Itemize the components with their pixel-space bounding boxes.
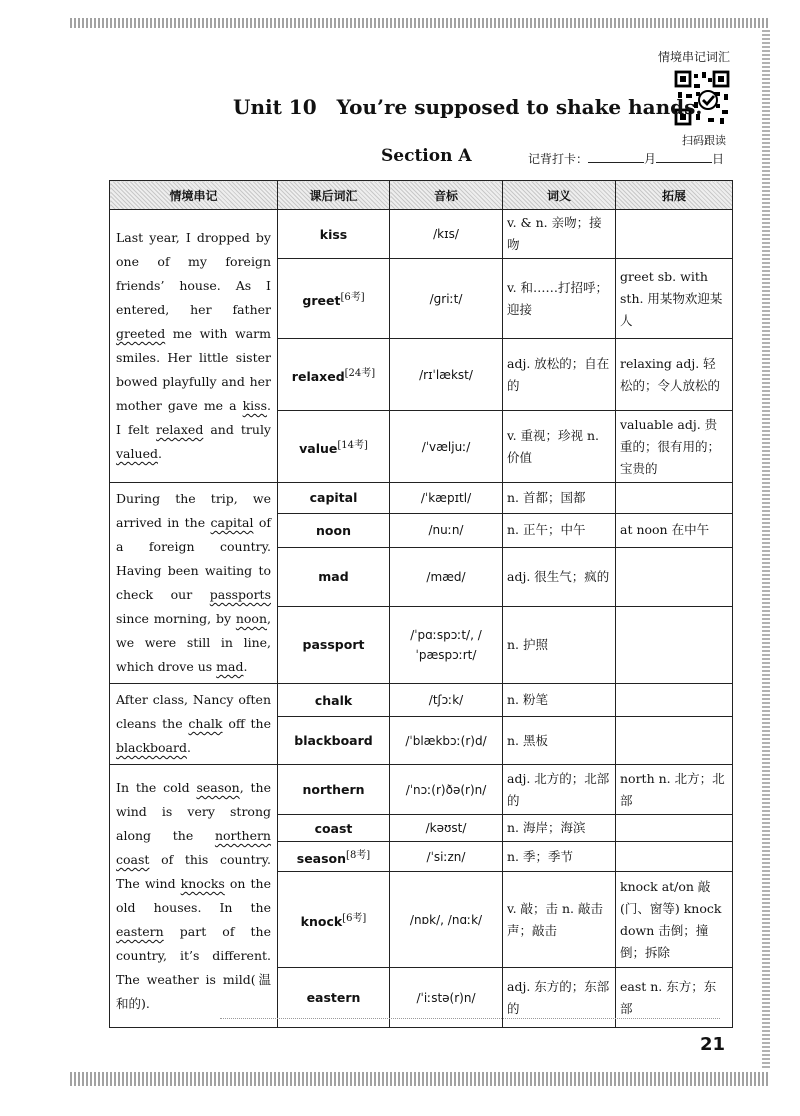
extension-cell xyxy=(616,815,733,842)
story-keyword: valued xyxy=(116,446,158,461)
story-keyword: eastern xyxy=(116,924,164,939)
context-story xyxy=(110,684,278,765)
meaning-cell: n. 粉笔 xyxy=(503,684,616,717)
vocab-word-cell xyxy=(278,547,390,606)
meaning-cell: n. 海岸；海滨 xyxy=(503,815,616,842)
unit-label: Unit 10 xyxy=(233,95,317,119)
vocab-word-cell xyxy=(278,339,390,411)
extension-cell xyxy=(616,684,733,717)
section-label: 情境串记词汇 xyxy=(657,50,730,64)
table-row xyxy=(110,483,733,514)
qr-caption: 扫码跟读 xyxy=(682,134,726,147)
story-text: After class, Nancy often cleans the xyxy=(116,692,271,731)
scan-edge-bottom xyxy=(70,1072,770,1086)
extension-cell: greet sb. with sth. 用某物欢迎某人 xyxy=(616,259,733,339)
vocab-word-cell xyxy=(278,259,390,339)
vocab-table xyxy=(109,180,733,1028)
vocab-word-cell xyxy=(278,210,390,259)
vocab-word-cell xyxy=(278,606,390,683)
story-keyword: kiss xyxy=(242,398,268,413)
vocab-word: relaxed xyxy=(291,369,345,385)
story-text: During the trip, we arrived in the xyxy=(116,491,271,530)
meaning-cell: v. 敲；击 n. 敲击声；敲击 xyxy=(503,872,616,968)
vocab-word: knock xyxy=(300,914,343,930)
story-keyword: greeted xyxy=(116,326,166,341)
meaning-cell: adj. 很生气；疯的 xyxy=(503,547,616,606)
story-text: , the wind is very strong along the xyxy=(116,780,272,843)
story-text: . xyxy=(243,659,248,674)
meaning-cell: v. 重视；珍视 n. 价值 xyxy=(503,411,616,483)
story-keyword: blackboard xyxy=(116,740,187,755)
extension-cell: relaxing adj. 轻松的；令人放松的 xyxy=(616,339,733,411)
phonetic-cell: /kəʊst/ xyxy=(390,815,503,842)
phonetic-cell: /ɡriːt/ xyxy=(390,259,503,339)
vocab-word: northern xyxy=(302,782,365,797)
header-phonetic: 音标 xyxy=(390,181,503,210)
vocab-word: season xyxy=(296,851,347,867)
story-keyword: mad xyxy=(216,659,244,674)
context-story xyxy=(110,210,278,483)
extension-cell xyxy=(616,483,733,514)
story-text: of a foreign country. Having been waiting to check our xyxy=(116,515,271,602)
meaning-cell: n. 正午；中午 xyxy=(503,513,616,547)
phonetic-cell: /ˈsiːzn/ xyxy=(390,842,503,872)
story-text: part of the country, it’s different. The weather is mild(温和的). xyxy=(116,924,271,1011)
vocab-word-cell xyxy=(278,483,390,514)
vocab-word: capital xyxy=(309,490,358,506)
story-text: of this country. The wind xyxy=(116,852,271,891)
extension-cell xyxy=(616,842,733,872)
story-keyword: passports xyxy=(209,587,271,602)
story-text: , we were still in line, which drove us xyxy=(116,611,271,674)
story-text: me with warm smiles. Her little sister bowed playfully and her mother gave me a xyxy=(116,326,271,413)
story-keyword: season xyxy=(196,780,240,795)
header-extension: 拓展 xyxy=(616,181,733,210)
story-text: since morning, by xyxy=(116,611,236,626)
meaning-cell: adj. 放松的；自在的 xyxy=(503,339,616,411)
phonetic-cell: /nɒk/, /nɑːk/ xyxy=(390,872,503,968)
story-text: . xyxy=(157,446,162,461)
exam-count-badge: [14考] xyxy=(337,440,368,452)
vocab-word-cell xyxy=(278,842,390,872)
vocab-word-cell xyxy=(278,684,390,717)
extension-cell: knock at/on 敲(门、窗等) knock down 击倒；撞倒；拆除 xyxy=(616,872,733,968)
vocab-word-cell xyxy=(278,411,390,483)
meaning-cell: v. & n. 亲吻；接吻 xyxy=(503,210,616,259)
extension-cell: east n. 东方；东部 xyxy=(616,968,733,1028)
vocab-word-cell xyxy=(278,765,390,815)
meaning-cell: adj. 北方的；北部的 xyxy=(503,765,616,815)
phonetic-cell: /ˈkæpɪtl/ xyxy=(390,483,503,514)
scan-edge-right xyxy=(762,30,770,1070)
story-text: . I felt xyxy=(116,398,271,437)
phonetic-cell: /mæd/ xyxy=(390,547,503,606)
phonetic-cell: /ˈvæljuː/ xyxy=(390,411,503,483)
vocab-word: noon xyxy=(316,522,351,538)
day-blank[interactable] xyxy=(656,150,712,163)
story-text: and truly xyxy=(203,422,271,437)
phonetic-cell: /ˈnɔː(r)ðə(r)n/ xyxy=(390,765,503,815)
footer-rule xyxy=(220,1018,720,1019)
table-row xyxy=(110,684,733,717)
story-text: In the cold xyxy=(116,780,197,795)
meaning-cell: n. 首都；国都 xyxy=(503,483,616,514)
vocab-word: kiss xyxy=(319,226,348,242)
header-meaning: 词义 xyxy=(503,181,616,210)
story-keyword: noon xyxy=(235,611,268,626)
day-label: 日 xyxy=(712,152,725,166)
story-text: off the xyxy=(222,716,272,731)
story-keyword: coast xyxy=(116,852,150,867)
vocab-word-cell xyxy=(278,513,390,547)
checkin-line xyxy=(528,150,724,167)
extension-cell: valuable adj. 贵重的；很有用的；宝贵的 xyxy=(616,411,733,483)
phonetic-cell: /tʃɔːk/ xyxy=(390,684,503,717)
meaning-cell: v. 和……打招呼；迎接 xyxy=(503,259,616,339)
context-story xyxy=(110,483,278,684)
table-header-row xyxy=(110,181,733,210)
extension-cell: at noon 在中午 xyxy=(616,513,733,547)
table-row xyxy=(110,210,733,259)
exam-count-badge: [6考] xyxy=(342,913,367,925)
extension-cell xyxy=(616,210,733,259)
extension-cell: north n. 北方；北部 xyxy=(616,765,733,815)
phonetic-cell: /kɪs/ xyxy=(390,210,503,259)
extension-cell xyxy=(616,717,733,765)
extension-cell xyxy=(616,547,733,606)
vocab-word-cell xyxy=(278,872,390,968)
meaning-cell: n. 护照 xyxy=(503,606,616,683)
unit-title: You’re supposed to shake hands. xyxy=(336,95,703,119)
phonetic-cell: /nuːn/ xyxy=(390,513,503,547)
exam-count-badge: [6考] xyxy=(340,292,365,304)
vocab-word: chalk xyxy=(314,692,353,708)
exam-count-badge: [24考] xyxy=(344,368,376,380)
phonetic-cell: /ˈiːstə(r)n/ xyxy=(390,968,503,1028)
story-text: on the old houses. In the xyxy=(116,876,271,915)
vocab-word: passport xyxy=(302,637,365,653)
vocab-word-cell xyxy=(278,717,390,765)
vocab-word: mad xyxy=(318,569,349,585)
vocab-word: blackboard xyxy=(294,733,373,749)
table-body xyxy=(110,210,733,1028)
vocab-word-cell xyxy=(278,815,390,842)
phonetic-cell: /ˈblækbɔː(r)d/ xyxy=(390,717,503,765)
header-context: 情境串记 xyxy=(110,181,278,210)
table-row xyxy=(110,765,733,815)
header-word: 课后词汇 xyxy=(278,181,390,210)
story-keyword: knocks xyxy=(180,876,225,891)
page-title xyxy=(233,95,702,119)
story-keyword: chalk xyxy=(188,716,223,731)
story-text: . xyxy=(186,740,191,755)
meaning-cell: n. 季；季节 xyxy=(503,842,616,872)
vocab-word: eastern xyxy=(306,990,361,1005)
page-number: 21 xyxy=(700,1034,726,1055)
month-label: 月 xyxy=(644,152,657,166)
story-keyword: relaxed xyxy=(156,422,204,437)
phonetic-cell: /rɪˈlækst/ xyxy=(390,339,503,411)
vocab-word: coast xyxy=(314,820,353,836)
extension-cell xyxy=(616,606,733,683)
scan-edge-top xyxy=(70,18,770,28)
context-story xyxy=(110,765,278,1028)
story-text: Last year, I dropped by one of my foreign friends’ house. As I entered, her father xyxy=(116,230,271,317)
meaning-cell: adj. 东方的；东部的 xyxy=(503,968,616,1028)
meaning-cell: n. 黑板 xyxy=(503,717,616,765)
story-keyword: capital xyxy=(210,515,254,530)
story-keyword: northern xyxy=(214,828,271,843)
checkin-label: 记背打卡： xyxy=(528,152,589,166)
exam-count-badge: [8考] xyxy=(346,850,371,862)
vocab-word: value xyxy=(299,441,338,457)
vocab-word: greet xyxy=(302,293,341,309)
month-blank[interactable] xyxy=(588,150,644,163)
phonetic-cell: /ˈpɑːspɔːt/, /ˈpæspɔːrt/ xyxy=(390,606,503,683)
section-subtitle: Section A xyxy=(381,146,472,166)
